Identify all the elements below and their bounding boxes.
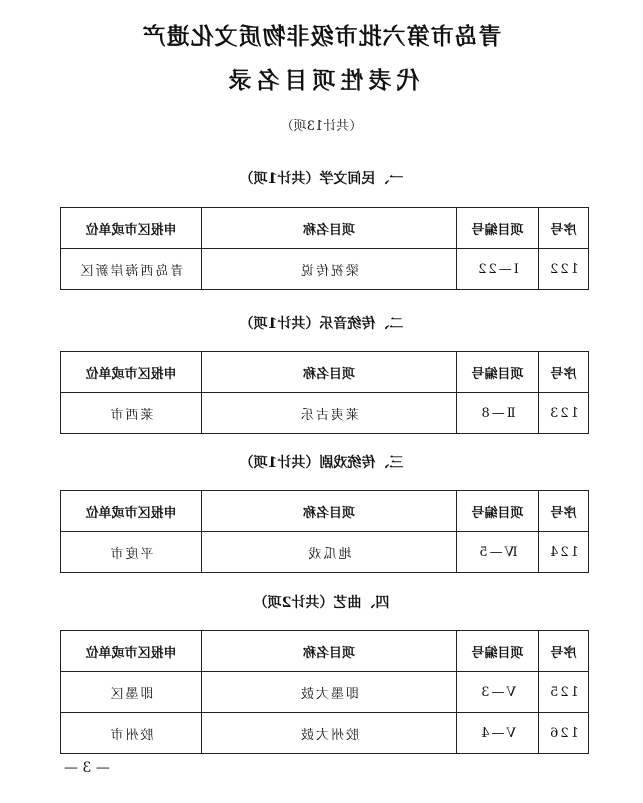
cell-seq: 123 (539, 393, 589, 434)
table-row (61, 393, 589, 434)
header-seq: 序号 (539, 631, 589, 672)
cell-unit: 青岛西海岸新区 (61, 249, 202, 290)
table-traditional-music (60, 351, 589, 434)
cell-unit: 胶州市 (61, 713, 202, 754)
cell-seq: 124 (539, 532, 589, 573)
header-seq: 序号 (539, 491, 589, 532)
table-row (61, 672, 589, 713)
cell-seq: 122 (539, 249, 589, 290)
cell-unit: 即墨区 (61, 672, 202, 713)
total-count: （共计13项） (280, 119, 363, 134)
section-title-quyi: 四、曲艺（共计2项） (253, 595, 390, 611)
table-folk-literature (60, 207, 589, 290)
table-traditional-opera (60, 490, 589, 573)
header-name: 项目名称 (202, 352, 457, 393)
header-unit: 申报区市或单位 (61, 631, 202, 672)
section-title-traditional-music: 二、传统音乐（共计1项） (239, 316, 404, 332)
cell-unit: 莱西市 (61, 393, 202, 434)
cell-name: 胶州大鼓 (202, 713, 457, 754)
header-name: 项目名称 (202, 491, 457, 532)
header-name: 项目名称 (202, 208, 457, 249)
header-seq: 序号 (539, 352, 589, 393)
header-unit: 申报区市或单位 (61, 352, 202, 393)
cell-unit: 平度市 (61, 532, 202, 573)
section-title-traditional-opera: 三、传统戏剧（共计1项） (239, 455, 404, 471)
document-title-line2: 代表性项目名录 (223, 68, 420, 94)
cell-code: Ⅳ—5 (457, 532, 539, 573)
header-code: 项目编号 (457, 491, 539, 532)
cell-code: Ⅴ—4 (457, 713, 539, 754)
table-quyi (60, 630, 589, 754)
cell-code: Ⅱ—8 (457, 393, 539, 434)
header-unit: 申报区市或单位 (61, 491, 202, 532)
section-title-folk-literature: 一、民间文学（共计1项） (239, 171, 404, 187)
table-header-row (61, 631, 589, 672)
header-code: 项目编号 (457, 208, 539, 249)
header-code: 项目编号 (457, 352, 539, 393)
cell-seq: 125 (539, 672, 589, 713)
page-number: — 3 — (64, 760, 110, 776)
cell-name: 即墨大鼓 (202, 672, 457, 713)
cell-code: Ⅰ—22 (457, 249, 539, 290)
cell-name: 莱夷古乐 (202, 393, 457, 434)
cell-code: Ⅴ—3 (457, 672, 539, 713)
header-unit: 申报区市或单位 (61, 208, 202, 249)
document-title-line1: 青岛市第六批市级非物质文化遗产 (141, 24, 502, 50)
table-row (61, 713, 589, 754)
table-row (61, 532, 589, 573)
header-seq: 序号 (539, 208, 589, 249)
table-row (61, 249, 589, 290)
cell-name: 梁祝传说 (202, 249, 457, 290)
header-name: 项目名称 (202, 631, 457, 672)
cell-name: 地瓜戏 (202, 532, 457, 573)
table-header-row (61, 352, 589, 393)
header-code: 项目编号 (457, 631, 539, 672)
table-header-row (61, 208, 589, 249)
cell-seq: 126 (539, 713, 589, 754)
table-header-row (61, 491, 589, 532)
